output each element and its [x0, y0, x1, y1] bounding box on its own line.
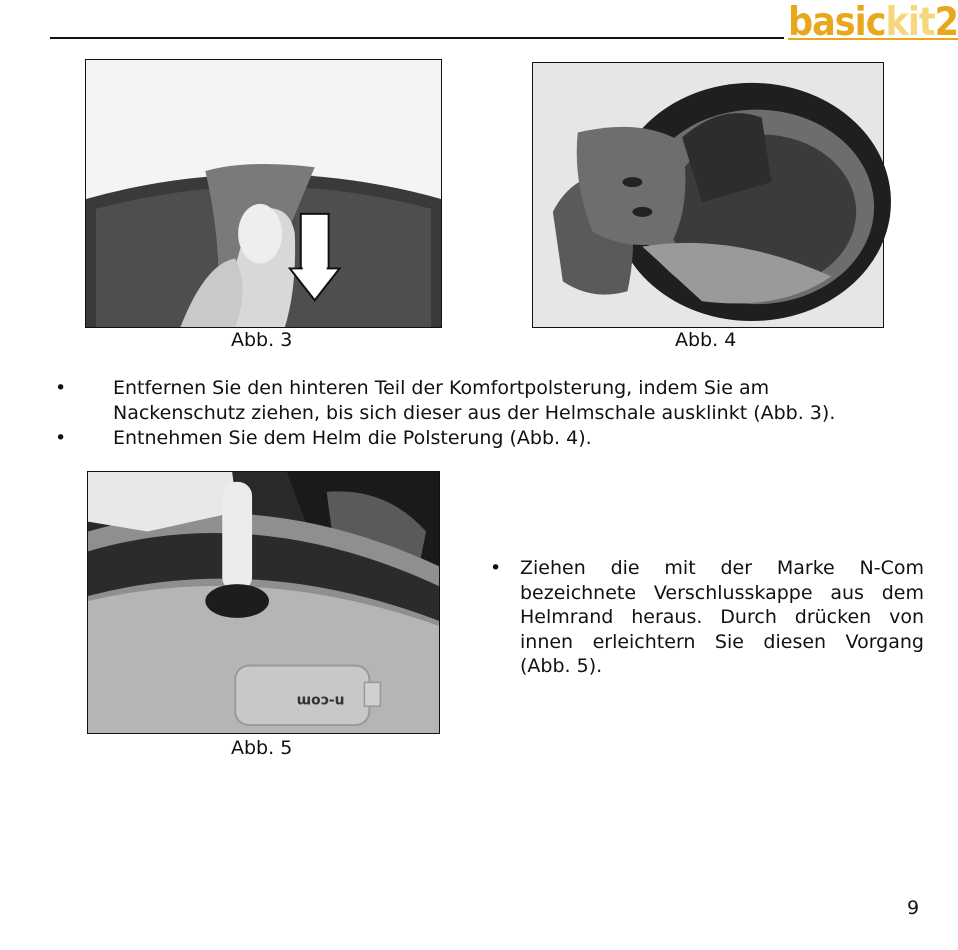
page-number: 9	[907, 897, 920, 919]
figure-abb4-photo	[532, 62, 884, 328]
list-item-text: Entfernen Sie den hinteren Teil der Komfortpolsterung, indem Sie am Nackenschutz ziehen, bis sich dieser aus der Helmschale ausklinkt (Abb. 3).	[113, 377, 836, 424]
bullet: •	[55, 427, 67, 449]
side-instruction	[490, 556, 924, 679]
figure-abb4-caption: Abb. 4	[675, 329, 737, 351]
figure-abb5-photo	[87, 471, 440, 734]
header-rule	[50, 37, 784, 39]
list-item	[55, 376, 885, 426]
brand-logo: basickit2	[788, 0, 958, 45]
figure-abb3-caption: Abb. 3	[231, 329, 293, 351]
bullet: •	[55, 377, 67, 399]
side-instruction-text: Ziehen die mit der Marke N-Com bezeichnete Verschlusskappe aus dem Helmrand heraus. Durch drücken von innen erleichtern Sie diesen Vorgang (Abb. 5).	[520, 557, 924, 677]
list-item	[55, 426, 885, 451]
figure-abb5-caption: Abb. 5	[231, 737, 293, 759]
bullet: •	[490, 557, 502, 579]
helmet-brand-label: n-com	[296, 692, 345, 709]
list-item-text: Entnehmen Sie dem Helm die Polsterung (Abb. 4).	[113, 427, 592, 449]
figure-abb3-photo	[85, 59, 442, 328]
instruction-list	[55, 376, 885, 451]
